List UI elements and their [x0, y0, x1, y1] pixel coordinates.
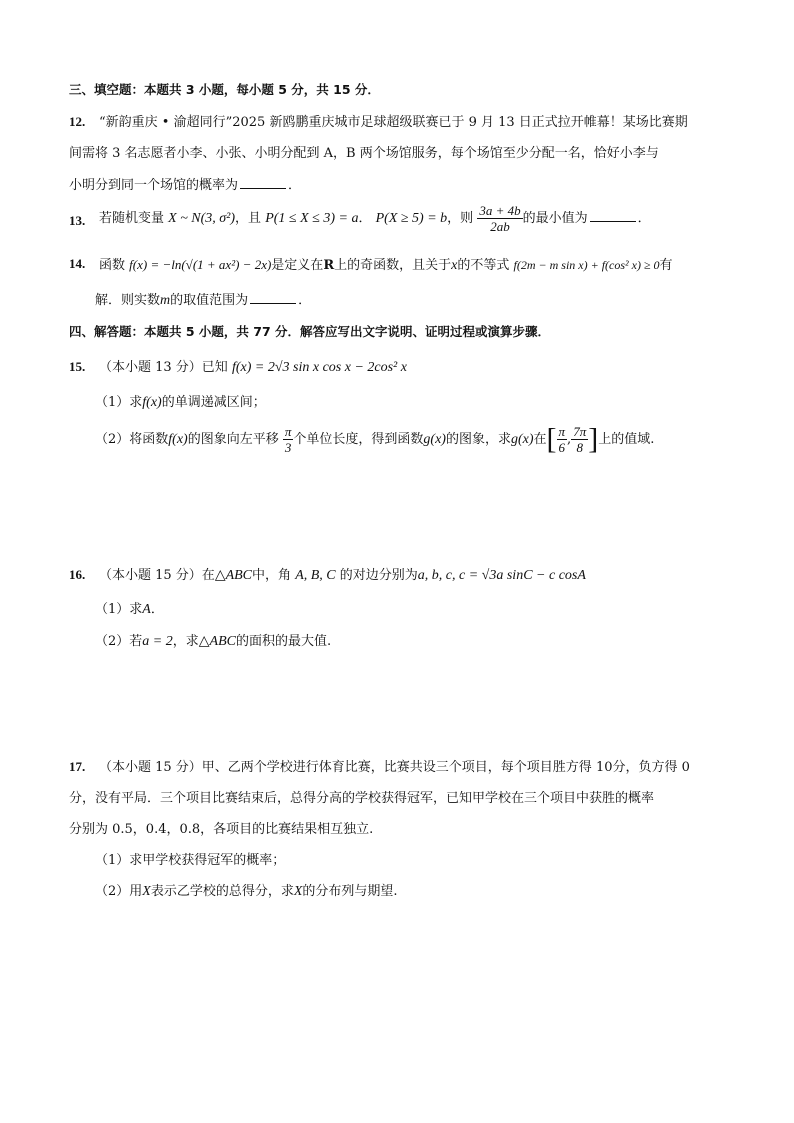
q13-math-normal: X ~ N(3, σ²) — [168, 211, 236, 226]
q14-math-inequality: f(2m − m sin x) + f(cos² x) ≥ 0 — [513, 258, 660, 272]
question-17-number: 17. — [69, 759, 86, 774]
question-17-part-2 — [95, 883, 398, 901]
answer-blank — [240, 176, 286, 189]
question-17-line-3: 分别为 0.5，0.4，0.8，各项目的比赛结果相互独立. — [69, 822, 374, 837]
question-13-line — [99, 202, 651, 236]
interval-end-fraction — [571, 424, 588, 455]
q16-text-3: 的对边分别为 — [339, 568, 418, 583]
q14-text-1: 函数 — [99, 258, 126, 273]
q16-math-angles: A, B, C — [295, 568, 336, 583]
q16-part1-math: A — [142, 602, 151, 617]
period: ． — [298, 293, 312, 308]
question-14-line-1 — [99, 256, 673, 275]
q14-text-2: 是定义在 — [271, 258, 324, 273]
interval-start-fraction — [557, 424, 568, 455]
fraction-denominator: 2ab — [490, 219, 510, 234]
question-16-intro — [99, 567, 586, 585]
section-3-title: 三、填空题：本题共 3 小题，每小题 5 分，共 15 分． — [69, 82, 380, 97]
q14-text-6: 解．则实数 — [95, 293, 161, 308]
question-12-line-2: 间需将 3 名志愿者小李、小张、小明分配到 A，B 两个场馆服务，每个场馆至少分配一名，恰好小李与 — [69, 146, 659, 161]
q14-text-4: 的不等式 — [457, 258, 510, 273]
q17-part2-text-c: 的分布列与期望. — [302, 884, 398, 899]
q15-part1-math: f(x) — [142, 395, 162, 410]
q15-part2-math-g: g(x) — [423, 432, 446, 447]
fraction-denominator: 6 — [558, 440, 566, 455]
q15-part2-text-a: （2）将函数 — [95, 432, 169, 447]
answer-blank — [590, 209, 636, 222]
q13-text-2: ，且 — [235, 211, 262, 226]
q13-fraction — [477, 203, 522, 234]
fraction-denominator: 8 — [576, 440, 583, 455]
q15-part2-math-g2: g(x) — [510, 432, 534, 447]
fraction-denominator: 3 — [284, 440, 292, 455]
question-17-part-1: （1）求甲学校获得冠军的概率； — [95, 853, 286, 868]
fraction-numerator: 3a + 4b — [479, 203, 521, 218]
question-12-number: 12. — [69, 114, 86, 129]
q15-part2-text-c: 个单位长度，得到函数 — [293, 432, 424, 447]
q13-text-1: 若随机变量 — [99, 211, 165, 226]
question-14-number: 14. — [69, 256, 86, 271]
q16-part2-math-a: a = 2 — [142, 634, 173, 649]
question-12-line-1: “新韵重庆 • 渝超同行”2025 新鸥鹏重庆城市足球超级联赛已于 9 月 13 日正式拉开帷幕！某场比赛期 — [99, 115, 688, 130]
question-15-part-2: （2）将函数f(x)的图象向左平移 $\frac{\pi}{3}$ 个单位长度，得到函数g(x)的图象，求g(x)在[ $\frac{\pi}{6}$ , $\frac{7\pi}{8}$ ]上的值域. — [95, 422, 655, 456]
question-15-number: 15. — [69, 359, 86, 374]
q14-math-x: x — [451, 258, 458, 273]
question-17-line-2: 分，没有平局．三个项目比赛结束后，总得分高的学校获得冠军，已知甲学校在三个项目中获胜的概率 — [69, 791, 655, 806]
period: ． — [288, 178, 302, 193]
q16-math-triangle: △ABC — [214, 568, 253, 583]
q16-part1-text-a: （1）求 — [95, 602, 143, 617]
q13-text-4: ，则 — [447, 211, 474, 226]
answer-blank — [250, 291, 296, 304]
q13-text-3: ． — [358, 211, 372, 226]
question-13-number: 13. — [69, 213, 86, 228]
q14-math-m: m — [160, 293, 171, 308]
q16-part2-text-c: 的面积的最大值. — [235, 634, 332, 649]
q17-part2-text-a: （2）用 — [95, 884, 143, 899]
question-14-line-2 — [95, 291, 311, 310]
q15-part2-text-b: 的图象向左平移 — [187, 432, 279, 447]
question-12-text: 小明分到同一个场馆的概率为 — [69, 178, 239, 193]
q16-part2-text-b: ，求 — [172, 634, 199, 649]
fraction-numerator: 7π — [573, 424, 587, 439]
q17-part2-math-x: X — [142, 884, 151, 899]
q13-text-5: 的最小值为 — [522, 211, 588, 226]
question-16-part-2 — [95, 633, 331, 651]
q13-math-p2: P(X ≥ 5) = b — [375, 211, 448, 226]
right-bracket: ] — [588, 422, 599, 456]
q16-part1-text-b: ． — [150, 602, 164, 617]
question-15-part-1 — [95, 394, 266, 412]
q13-math-p1: P(1 ≤ X ≤ 3) = a — [265, 211, 359, 226]
question-17-line-1: （本小题 15 分）甲、乙两个学校进行体育比赛，比赛共设三个项目，每个项目胜方得 10分，负方得 0 — [99, 760, 690, 775]
q14-text-5: 有 — [659, 258, 673, 273]
q14-math-reals: R — [323, 258, 335, 273]
q15-math-function: f(x) = 2√3 sin x cos x − 2cos² x — [231, 360, 407, 375]
q17-part2-math-x2: X — [293, 884, 303, 899]
period: ． — [637, 211, 651, 226]
left-bracket: [ — [546, 422, 557, 456]
q16-part2-math-triangle: △ABC — [198, 634, 236, 649]
q15-text-intro: （本小题 13 分）已知 — [99, 360, 228, 375]
q15-part2-math-f: f(x) — [168, 432, 188, 447]
q14-text-3: 上的奇函数，且关于 — [334, 258, 452, 273]
q15-part2-text-d: 的图象，求 — [445, 432, 511, 447]
q14-text-7: 的取值范围为 — [170, 293, 249, 308]
q15-shift-fraction — [283, 424, 294, 455]
q14-math-function: f(x) = −ln(√(1 + ax²) − 2x) — [129, 257, 272, 272]
question-15-intro — [99, 359, 407, 377]
section-4-title: 四、解答题：本题共 5 小题，共 77 分．解答应写出文字说明、证明过程或演算步骤． — [69, 324, 551, 339]
question-16-number: 16. — [69, 567, 86, 582]
fraction-numerator: π — [558, 424, 566, 439]
q16-part2-text-a: （2）若 — [95, 634, 143, 649]
q15-part2-text-f: 上的值域. — [598, 432, 655, 447]
q15-part1-text-a: （1）求 — [95, 395, 143, 410]
question-16-part-1 — [95, 601, 164, 619]
fraction-numerator: π — [284, 424, 292, 439]
q15-part2-text-e: 在 — [533, 432, 547, 447]
q17-part2-text-b: 表示乙学校的总得分，求 — [150, 884, 294, 899]
q16-math-condition: a, b, c, c = √3a sinC − c cosA — [417, 568, 586, 583]
q16-text-2: 中，角 — [252, 568, 292, 583]
q16-text-intro: （本小题 15 分）在 — [99, 568, 215, 583]
q15-part1-text-b: 的单调递减区间； — [161, 395, 266, 410]
question-12-line-3 — [69, 176, 301, 195]
